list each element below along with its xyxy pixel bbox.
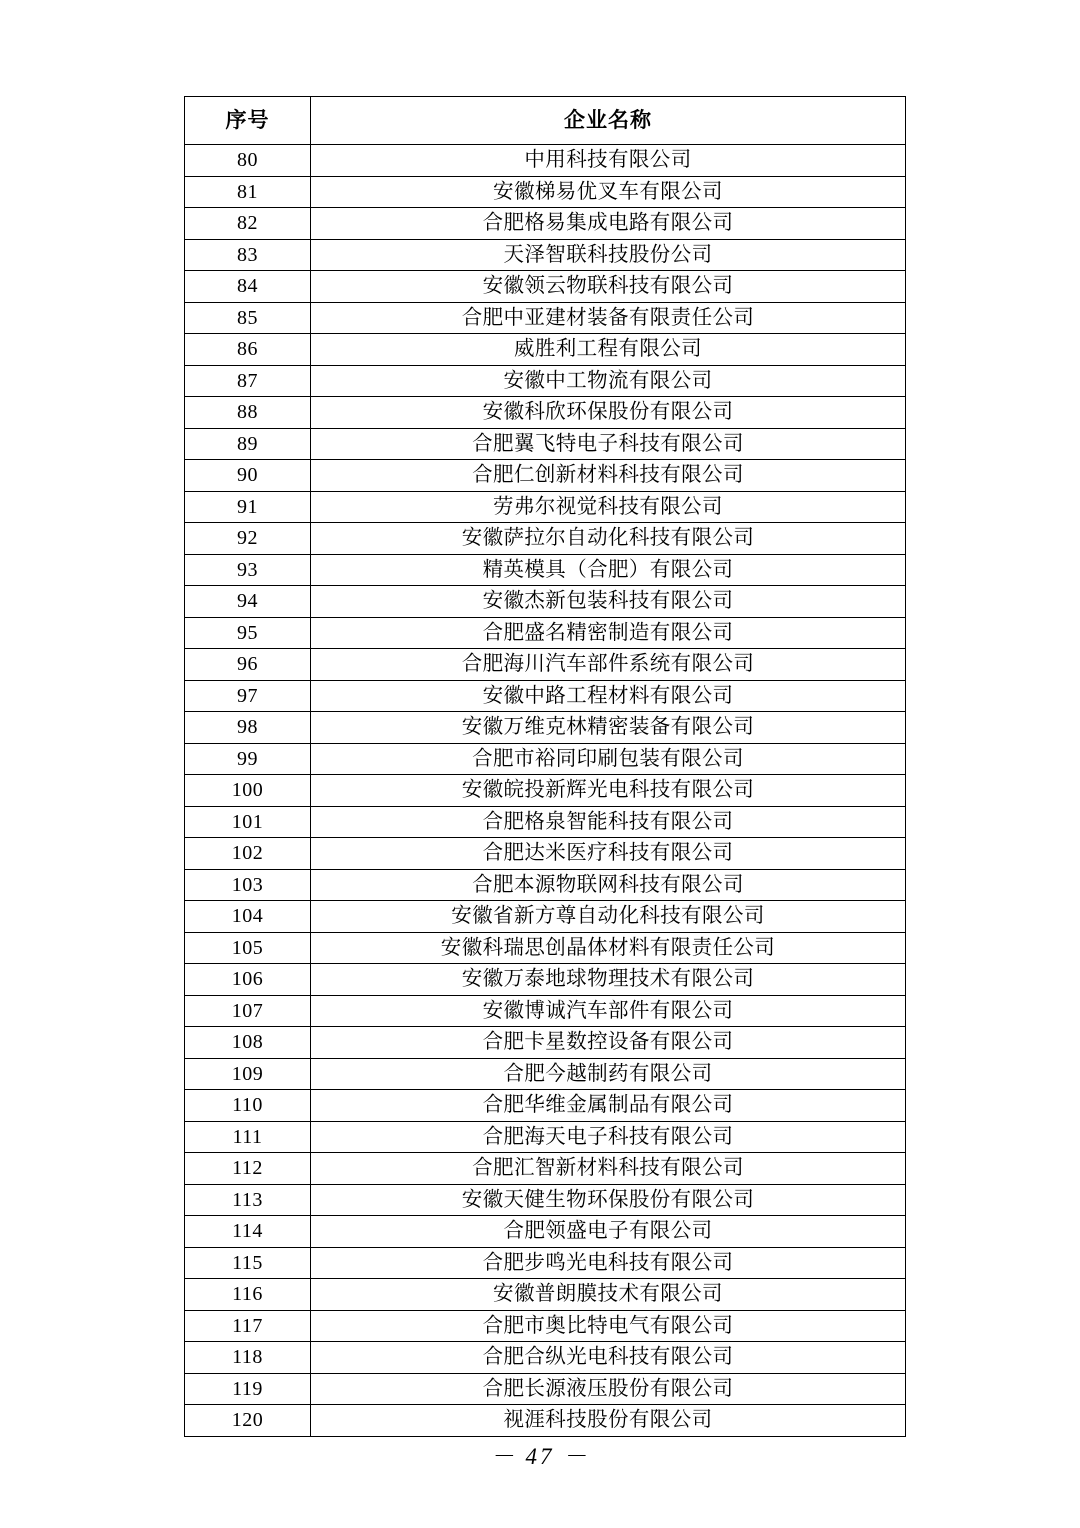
table-row bbox=[185, 1247, 906, 1279]
cell-index: 102 bbox=[185, 838, 311, 870]
cell-enterprise-name: 合肥海天电子科技有限公司 bbox=[311, 1121, 906, 1153]
cell-index: 90 bbox=[185, 460, 311, 492]
table-row bbox=[185, 649, 906, 681]
cell-enterprise-name: 合肥格易集成电路有限公司 bbox=[311, 208, 906, 240]
cell-enterprise-name: 合肥海川汽车部件系统有限公司 bbox=[311, 649, 906, 681]
table-row bbox=[185, 1342, 906, 1374]
cell-index: 112 bbox=[185, 1153, 311, 1185]
page-number: － 47 － bbox=[490, 1444, 590, 1469]
cell-enterprise-name: 合肥达米医疗科技有限公司 bbox=[311, 838, 906, 870]
table-row bbox=[185, 1090, 906, 1122]
cell-index: 114 bbox=[185, 1216, 311, 1248]
cell-index: 115 bbox=[185, 1247, 311, 1279]
cell-index: 109 bbox=[185, 1058, 311, 1090]
cell-enterprise-name: 威胜利工程有限公司 bbox=[311, 334, 906, 366]
cell-index: 113 bbox=[185, 1184, 311, 1216]
table-row bbox=[185, 491, 906, 523]
cell-enterprise-name: 安徽万泰地球物理技术有限公司 bbox=[311, 964, 906, 996]
cell-enterprise-name: 合肥领盛电子有限公司 bbox=[311, 1216, 906, 1248]
cell-enterprise-name: 合肥本源物联网科技有限公司 bbox=[311, 869, 906, 901]
cell-enterprise-name: 合肥卡星数控设备有限公司 bbox=[311, 1027, 906, 1059]
cell-enterprise-name: 合肥合纵光电科技有限公司 bbox=[311, 1342, 906, 1374]
table-row bbox=[185, 586, 906, 618]
cell-enterprise-name: 安徽普朗膜技术有限公司 bbox=[311, 1279, 906, 1311]
cell-index: 80 bbox=[185, 145, 311, 177]
cell-enterprise-name: 安徽博诚汽车部件有限公司 bbox=[311, 995, 906, 1027]
cell-enterprise-name: 合肥市裕同印刷包装有限公司 bbox=[311, 743, 906, 775]
cell-index: 98 bbox=[185, 712, 311, 744]
table-row bbox=[185, 302, 906, 334]
cell-index: 116 bbox=[185, 1279, 311, 1311]
cell-enterprise-name: 合肥格泉智能科技有限公司 bbox=[311, 806, 906, 838]
cell-index: 84 bbox=[185, 271, 311, 303]
cell-index: 117 bbox=[185, 1310, 311, 1342]
table-row bbox=[185, 271, 906, 303]
table-row bbox=[185, 838, 906, 870]
cell-index: 103 bbox=[185, 869, 311, 901]
table-row bbox=[185, 680, 906, 712]
cell-enterprise-name: 合肥中亚建材装备有限责任公司 bbox=[311, 302, 906, 334]
table-row bbox=[185, 1279, 906, 1311]
cell-index: 85 bbox=[185, 302, 311, 334]
table-row bbox=[185, 1153, 906, 1185]
table-row bbox=[185, 932, 906, 964]
cell-enterprise-name: 安徽中工物流有限公司 bbox=[311, 365, 906, 397]
cell-index: 92 bbox=[185, 523, 311, 555]
cell-index: 81 bbox=[185, 176, 311, 208]
table-row bbox=[185, 208, 906, 240]
cell-enterprise-name: 安徽萨拉尔自动化科技有限公司 bbox=[311, 523, 906, 555]
table-row bbox=[185, 806, 906, 838]
cell-index: 118 bbox=[185, 1342, 311, 1374]
cell-enterprise-name: 合肥仁创新材料科技有限公司 bbox=[311, 460, 906, 492]
table-row bbox=[185, 460, 906, 492]
cell-index: 93 bbox=[185, 554, 311, 586]
table-row bbox=[185, 869, 906, 901]
cell-index: 107 bbox=[185, 995, 311, 1027]
cell-enterprise-name: 安徽中路工程材料有限公司 bbox=[311, 680, 906, 712]
table-row bbox=[185, 1027, 906, 1059]
table-row bbox=[185, 964, 906, 996]
table-row bbox=[185, 428, 906, 460]
cell-index: 94 bbox=[185, 586, 311, 618]
cell-enterprise-name: 合肥市奥比特电气有限公司 bbox=[311, 1310, 906, 1342]
cell-enterprise-name: 合肥汇智新材料科技有限公司 bbox=[311, 1153, 906, 1185]
cell-index: 111 bbox=[185, 1121, 311, 1153]
cell-index: 99 bbox=[185, 743, 311, 775]
table-row bbox=[185, 1058, 906, 1090]
table-row bbox=[185, 743, 906, 775]
cell-index: 89 bbox=[185, 428, 311, 460]
cell-index: 105 bbox=[185, 932, 311, 964]
cell-enterprise-name: 合肥翼飞特电子科技有限公司 bbox=[311, 428, 906, 460]
table-header-row bbox=[185, 97, 906, 145]
column-header-index: 序号 bbox=[185, 97, 311, 145]
cell-enterprise-name: 中用科技有限公司 bbox=[311, 145, 906, 177]
cell-index: 96 bbox=[185, 649, 311, 681]
cell-index: 87 bbox=[185, 365, 311, 397]
cell-index: 83 bbox=[185, 239, 311, 271]
cell-index: 91 bbox=[185, 491, 311, 523]
cell-enterprise-name: 安徽科瑞思创晶体材料有限责任公司 bbox=[311, 932, 906, 964]
cell-index: 110 bbox=[185, 1090, 311, 1122]
cell-enterprise-name: 安徽天健生物环保股份有限公司 bbox=[311, 1184, 906, 1216]
cell-index: 100 bbox=[185, 775, 311, 807]
cell-enterprise-name: 安徽科欣环保股份有限公司 bbox=[311, 397, 906, 429]
cell-enterprise-name: 安徽梯易优叉车有限公司 bbox=[311, 176, 906, 208]
cell-enterprise-name: 劳弗尔视觉科技有限公司 bbox=[311, 491, 906, 523]
table-row bbox=[185, 712, 906, 744]
cell-index: 101 bbox=[185, 806, 311, 838]
cell-index: 108 bbox=[185, 1027, 311, 1059]
table-row bbox=[185, 397, 906, 429]
table-row bbox=[185, 1405, 906, 1437]
cell-enterprise-name: 安徽省新方尊自动化科技有限公司 bbox=[311, 901, 906, 933]
cell-enterprise-name: 安徽杰新包装科技有限公司 bbox=[311, 586, 906, 618]
table-row bbox=[185, 775, 906, 807]
cell-index: 104 bbox=[185, 901, 311, 933]
table-row bbox=[185, 334, 906, 366]
table-header bbox=[185, 97, 906, 145]
cell-enterprise-name: 合肥盛名精密制造有限公司 bbox=[311, 617, 906, 649]
table-row bbox=[185, 523, 906, 555]
table-row bbox=[185, 1373, 906, 1405]
cell-index: 86 bbox=[185, 334, 311, 366]
cell-enterprise-name: 视涯科技股份有限公司 bbox=[311, 1405, 906, 1437]
cell-index: 97 bbox=[185, 680, 311, 712]
cell-enterprise-name: 合肥长源液压股份有限公司 bbox=[311, 1373, 906, 1405]
table-row bbox=[185, 901, 906, 933]
table-row bbox=[185, 145, 906, 177]
cell-enterprise-name: 合肥步鸣光电科技有限公司 bbox=[311, 1247, 906, 1279]
cell-enterprise-name: 合肥今越制药有限公司 bbox=[311, 1058, 906, 1090]
cell-index: 88 bbox=[185, 397, 311, 429]
cell-index: 119 bbox=[185, 1373, 311, 1405]
column-header-name: 企业名称 bbox=[311, 97, 906, 145]
table-row bbox=[185, 176, 906, 208]
table-row bbox=[185, 617, 906, 649]
table-row bbox=[185, 995, 906, 1027]
cell-enterprise-name: 天泽智联科技股份公司 bbox=[311, 239, 906, 271]
table-row bbox=[185, 1216, 906, 1248]
table-body bbox=[185, 145, 906, 1437]
cell-index: 120 bbox=[185, 1405, 311, 1437]
table-row bbox=[185, 1121, 906, 1153]
enterprise-table-container bbox=[184, 96, 905, 1437]
cell-enterprise-name: 安徽领云物联科技有限公司 bbox=[311, 271, 906, 303]
table-row bbox=[185, 1184, 906, 1216]
table-row bbox=[185, 239, 906, 271]
cell-enterprise-name: 安徽皖投新辉光电科技有限公司 bbox=[311, 775, 906, 807]
cell-index: 106 bbox=[185, 964, 311, 996]
table-row bbox=[185, 554, 906, 586]
table-row bbox=[185, 365, 906, 397]
cell-enterprise-name: 精英模具（合肥）有限公司 bbox=[311, 554, 906, 586]
table-row bbox=[185, 1310, 906, 1342]
cell-enterprise-name: 合肥华维金属制品有限公司 bbox=[311, 1090, 906, 1122]
cell-index: 82 bbox=[185, 208, 311, 240]
cell-enterprise-name: 安徽万维克林精密装备有限公司 bbox=[311, 712, 906, 744]
cell-index: 95 bbox=[185, 617, 311, 649]
enterprise-table bbox=[184, 96, 906, 1437]
